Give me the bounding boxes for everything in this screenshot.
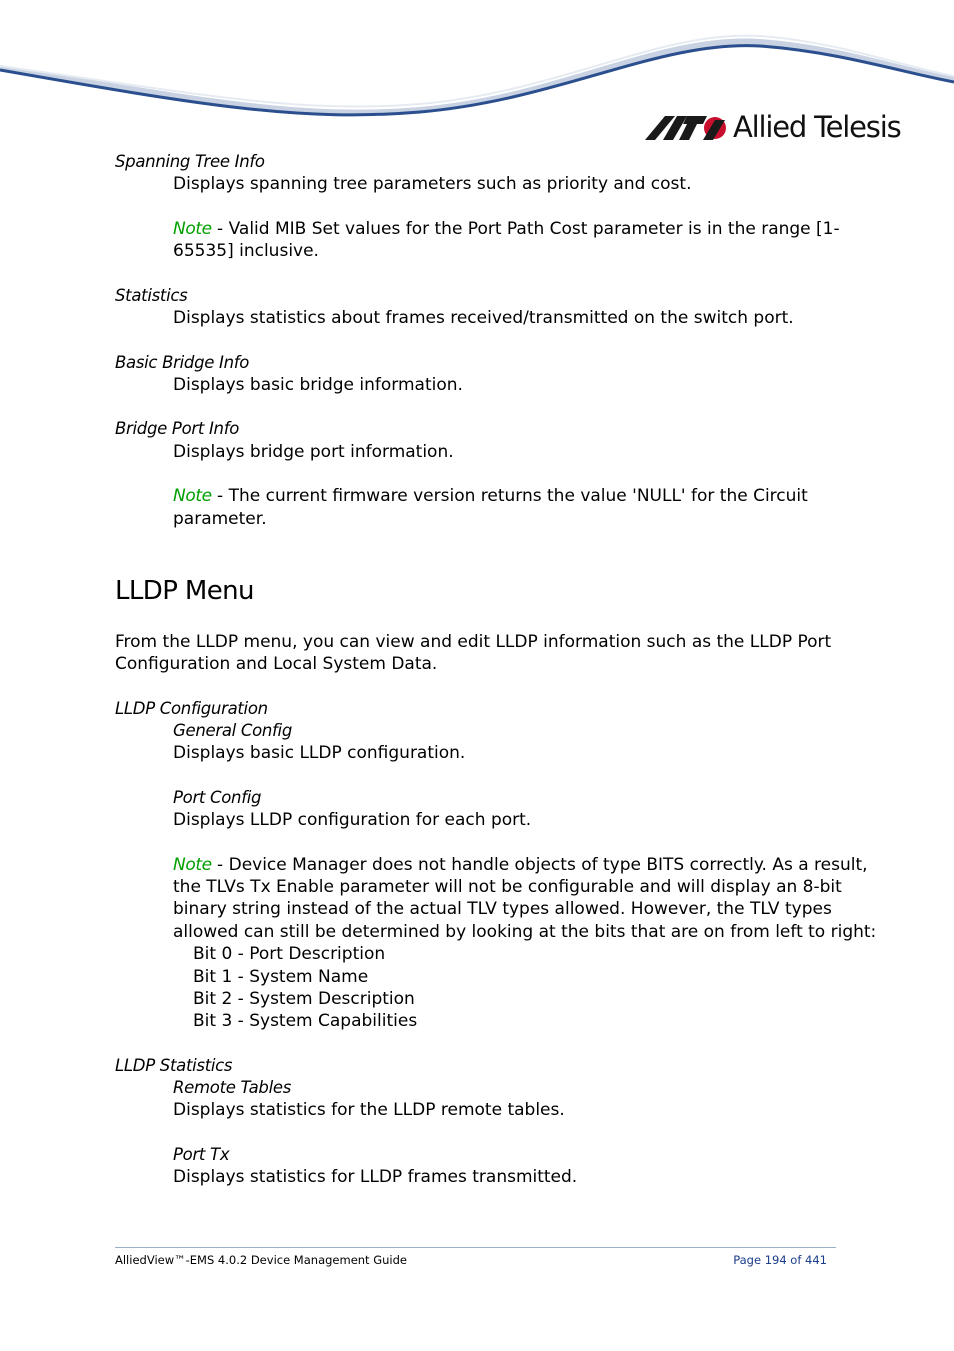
allied-telesis-logo — [645, 108, 905, 148]
bit-item: Bit 0 - Port Description — [193, 944, 386, 964]
item-title-statistics: Statistics — [115, 286, 188, 305]
note-text-cont: the TLVs Tx Enable parameter will not be configurable and will display an 8-bit — [173, 877, 842, 897]
note-bridge-port — [173, 485, 808, 507]
item-title-basic-bridge: Basic Bridge Info — [115, 353, 250, 372]
note-label: Note — [173, 486, 212, 506]
subitem-title-remote-tables: Remote Tables — [173, 1078, 292, 1097]
subitem-desc-remote-tables: Displays statistics for the LLDP remote tables. — [173, 1100, 565, 1120]
bit-item: Bit 1 - System Name — [193, 967, 369, 987]
footer-rule — [115, 1247, 836, 1248]
section-title-lldp: LLDP Menu — [115, 576, 254, 606]
note-text: - The current firmware version returns the value 'NULL' for the Circuit — [211, 486, 808, 506]
lldp-intro: From the LLDP menu, you can view and edit LLDP information such as the LLDP Port — [115, 632, 832, 652]
note-text: - Valid MIB Set values for the Port Path Cost parameter is in the range [1- — [211, 219, 840, 239]
subitem-desc-general-config: Displays basic LLDP configuration. — [173, 743, 466, 763]
note-label: Note — [173, 855, 212, 875]
subitem-title-general-config: General Config — [173, 721, 293, 740]
item-desc-spanning-tree: Displays spanning tree parameters such as priority and cost. — [173, 174, 692, 194]
item-title-bridge-port: Bridge Port Info — [115, 419, 240, 438]
item-desc-statistics: Displays statistics about frames received/transmitted on the switch port. — [173, 308, 794, 328]
lldp-intro-cont: Configuration and Local System Data. — [115, 654, 438, 674]
item-title-spanning-tree: Spanning Tree Info — [115, 152, 265, 171]
note-text: - Device Manager does not handle objects of type BITS correctly. As a result, — [211, 855, 868, 875]
logo-mark-icon — [645, 112, 729, 144]
footer-title: AlliedView™-EMS 4.0.2 Device Management Guide — [115, 1253, 407, 1267]
item-title-lldp-statistics: LLDP Statistics — [115, 1056, 233, 1075]
item-desc-bridge-port: Displays bridge port information. — [173, 442, 454, 462]
subitem-desc-port-config: Displays LLDP configuration for each port. — [173, 810, 532, 830]
note-text-cont: allowed can still be determined by looking at the bits that are on from left to right: — [173, 922, 877, 942]
note-text-cont: parameter. — [173, 509, 267, 529]
subitem-title-port-config: Port Config — [173, 788, 262, 807]
note-text-cont: 65535] inclusive. — [173, 241, 319, 261]
subitem-desc-port-tx: Displays statistics for LLDP frames transmitted. — [173, 1167, 578, 1187]
subitem-title-port-tx: Port Tx — [173, 1145, 230, 1164]
bit-item: Bit 3 - System Capabilities — [193, 1011, 418, 1031]
note-lldp-config — [173, 854, 868, 876]
note-spanning-tree — [173, 218, 840, 240]
bit-item: Bit 2 - System Description — [193, 989, 415, 1009]
note-text-cont: binary string instead of the actual TLV types allowed. However, the TLV types — [173, 899, 832, 919]
item-desc-basic-bridge: Displays basic bridge information. — [173, 375, 463, 395]
page-number: Page 194 of 441 — [733, 1253, 827, 1267]
logo-text: Allied Telesis — [733, 110, 901, 144]
item-title-lldp-configuration: LLDP Configuration — [115, 699, 268, 718]
note-label: Note — [173, 219, 212, 239]
